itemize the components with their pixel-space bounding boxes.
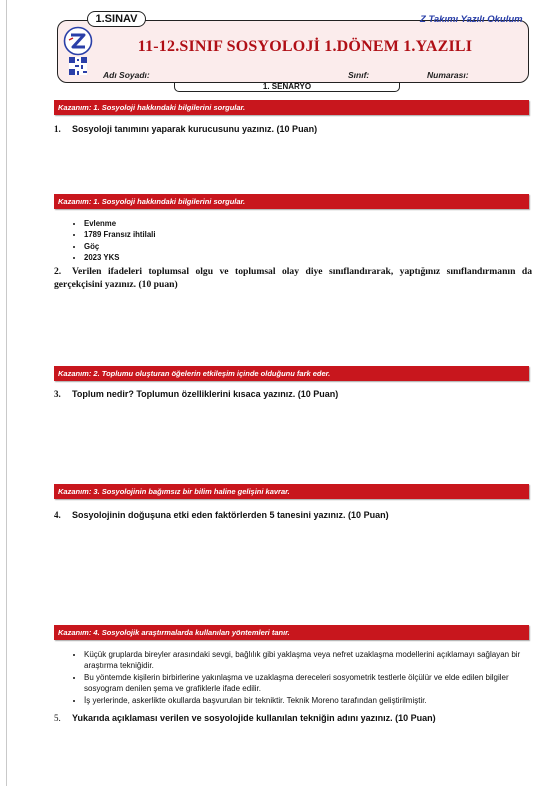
question-3: [54, 389, 338, 399]
number-field-label: Numarası:: [427, 70, 469, 80]
list-item: • Evlenme: [84, 218, 156, 229]
name-field-label: Adı Soyadı:: [103, 70, 150, 80]
question-2: [54, 265, 532, 291]
page-title: 11-12.SINIF SOSYOLOJİ 1.DÖNEM 1.YAZILI: [137, 38, 473, 55]
list-item: • 1789 Fransız ihtilali: [84, 229, 156, 240]
question-1: [54, 124, 317, 134]
kazanim-bar: Kazanım: 2. Toplumu oluşturan öğelerin etkileşim içinde olduğunu fark eder.: [54, 366, 529, 381]
question-number: 3.: [54, 389, 61, 399]
question-number: 1.: [54, 124, 61, 134]
list-item: • Küçük gruplarda bireyler arasındaki sevgi, bağlılık gibi yaklaşma veya nefret uzaklaşma modellerini açıklamayı sağlayan bir araştırma tekniğidir.: [84, 649, 522, 672]
list-item: • İş yerlerinde, askerlikte okullarda başvurulan bir tekniktir. Teknik Moreno tarafından geliştirilmiştir.: [84, 695, 522, 706]
question-text: Toplum nedir? Toplumun özelliklerini kısaca yazınız. (10 Puan): [72, 389, 339, 399]
class-field-label: Sınıf:: [348, 70, 370, 80]
qr-code-icon: [69, 57, 87, 75]
question-5: [54, 713, 436, 723]
list-item: • 2023 YKS: [84, 252, 156, 263]
scenario-label: 1. SENARYO: [174, 82, 400, 92]
kazanim-bar: Kazanım: 4. Sosyolojik araştırmalarda kullanılan yöntemleri tanır.: [54, 625, 529, 640]
technique-description-list: [70, 649, 522, 706]
kazanim-bar: Kazanım: 1. Sosyoloji hakkındaki bilgilerini sorgular.: [54, 100, 529, 115]
question-text: Sosyolojinin doğuşuna etki eden faktörlerden 5 tanesini yazınız. (10 Puan): [72, 510, 389, 520]
kazanim-bar: Kazanım: 1. Sosyoloji hakkındaki bilgilerini sorgular.: [54, 194, 529, 209]
kazanim-bar: Kazanım: 3. Sosyolojinin bağımsız bir bilim haline gelişini kavrar.: [54, 484, 529, 499]
brand-name: Z Takımı Yazılı Okulum: [420, 14, 523, 25]
question-number: 2.: [54, 266, 62, 277]
question-text: Sosyoloji tanımını yaparak kurucusunu yazınız. (10 Puan): [72, 124, 318, 134]
exam-label: 1.SINAV: [87, 11, 146, 27]
z-logo-icon: [63, 26, 93, 56]
question-number: 4.: [54, 510, 61, 520]
list-item: • Bu yöntemde kişilerin birbirlerine yakınlaşma ve uzaklaşma dereceleri sosyometrik testlerle ölçülür ve elde edilen bilgiler sosyogram denilen şema ve grafiklerle ifade edilir.: [84, 672, 522, 695]
question-text: Verilen ifadeleri toplumsal olgu ve toplumsal olay diye sınıflandırarak, yaptığınız sınıflandırmanın da gerçekçisini yazınız. (10 puan): [54, 266, 532, 290]
list-item: • Göç: [84, 241, 156, 252]
question-4: [54, 510, 389, 520]
question-number: 5.: [54, 713, 61, 723]
given-items-list: [70, 218, 156, 264]
question-text: Yukarıda açıklaması verilen ve sosyolojide kullanılan tekniğin adını yazınız. (10 Puan): [72, 713, 436, 723]
page-edge-line: [6, 0, 7, 786]
